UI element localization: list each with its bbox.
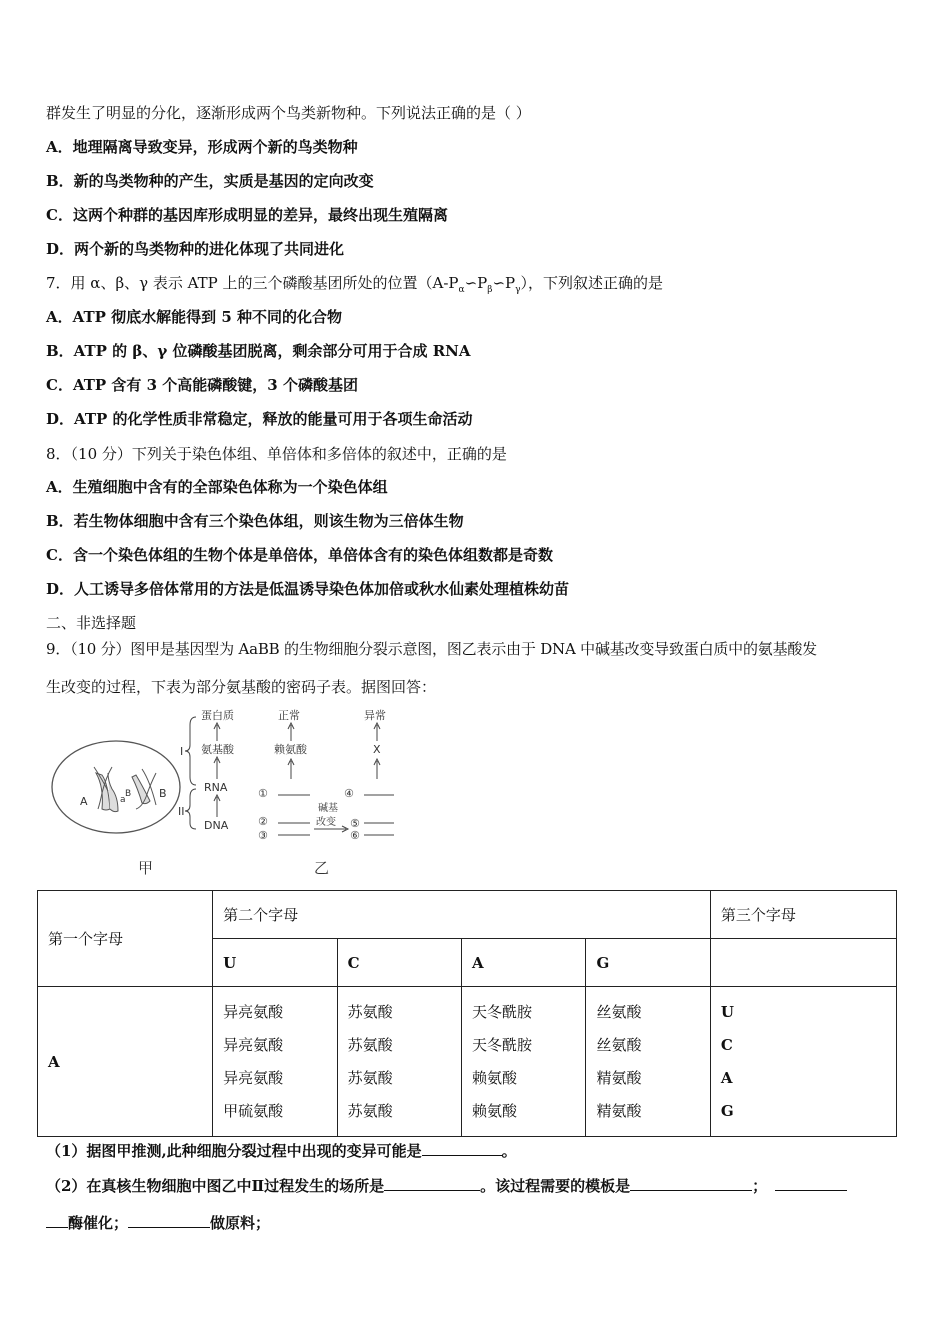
q6-option-c[interactable]: C．这两个种群的基因库形成明显的差异，最终出现生殖隔离 bbox=[46, 206, 448, 224]
q8-option-b[interactable]: B．若生物体细胞中含有三个染色体组，则该生物为三倍体生物 bbox=[46, 512, 464, 530]
protein-label: 蛋白质 bbox=[201, 709, 234, 722]
col-G-cell: 丝氨酸 丝氨酸 精氨酸 精氨酸 bbox=[586, 987, 710, 1137]
empty-cell bbox=[710, 939, 896, 987]
q6-option-b[interactable]: B．新的鸟类物种的产生，实质是基因的定向改变 bbox=[46, 172, 374, 190]
strand-5: ⑤ bbox=[350, 817, 360, 830]
answer-blank-4a[interactable] bbox=[775, 1176, 847, 1191]
normal-label: 正常 bbox=[278, 709, 300, 722]
caption-jia: 甲 bbox=[138, 859, 154, 877]
abnormal-label: 异常 bbox=[364, 709, 386, 722]
chromosome-pair-1 bbox=[94, 767, 118, 812]
header-first-letter: 第一个字母 bbox=[38, 891, 213, 987]
dna-label: DNA bbox=[204, 819, 229, 832]
amino-acid-label: 氨基酸 bbox=[201, 743, 234, 756]
col-C-cell: 苏氨酸 苏氨酸 苏氨酸 苏氨酸 bbox=[337, 987, 461, 1137]
rna-label: RNA bbox=[204, 781, 228, 794]
q7-stem: 7．用 α、β、γ 表示 ATP 上的三个磷酸基团所处的位置$(A-P_\alpha∽P_\beta∽P_\gamma)$，下列叙述正确的是 bbox=[46, 274, 664, 295]
q9-sub2: （2）在真核生物细胞中图乙中Ⅱ过程发生的场所是 。该过程需要的模板是 ； bbox=[46, 1175, 847, 1196]
q6-option-d[interactable]: D．两个新的鸟类物种的进化体现了共同进化 bbox=[46, 240, 345, 258]
strand-2: ② bbox=[258, 815, 268, 828]
q9-sub1: （1）据图甲推测,此种细胞分裂过程中出现的变异可能是 。 bbox=[46, 1142, 517, 1160]
x-label: X bbox=[373, 743, 381, 756]
q8-stem: 8．（10 分）下列关于染色体组、单倍体和多倍体的叙述中，正确的是 bbox=[46, 445, 507, 463]
q8-option-d[interactable]: D．人工诱导多倍体常用的方法是低温诱导染色体加倍或秋水仙素处理植株幼苗 bbox=[46, 580, 570, 598]
header-third-letter: 第三个字母 bbox=[710, 891, 896, 939]
q7-option-b[interactable]: B．ATP 的 β、γ 位磷酸基团脱离，剩余部分可用于合成 RNA bbox=[46, 342, 471, 360]
second-letter-G: G bbox=[586, 939, 710, 987]
chromosome-pair-2 bbox=[132, 769, 156, 809]
allele-B-right: B bbox=[159, 787, 167, 800]
allele-a: a bbox=[120, 795, 126, 805]
q8-option-a[interactable]: A．生殖细胞中含有的全部染色体称为一个染色体组 bbox=[46, 478, 388, 496]
q9-sub2-cont: 酶催化； 做原料； bbox=[46, 1212, 270, 1233]
answer-blank-4b[interactable] bbox=[46, 1213, 68, 1228]
strand-1: ① bbox=[258, 787, 268, 800]
strand-4: ④ bbox=[344, 787, 354, 800]
allele-A: A bbox=[80, 795, 88, 808]
caption-yi: 乙 bbox=[314, 859, 330, 877]
second-letter-A: A bbox=[462, 939, 586, 987]
section-heading: 二、非选择题 bbox=[46, 614, 137, 632]
q8-option-c[interactable]: C．含一个染色体组的生物个体是单倍体，单倍体含有的染色体组数都是奇数 bbox=[46, 546, 553, 564]
strand-6: ⑥ bbox=[350, 829, 360, 842]
col-A-cell: 天冬酰胺 天冬酰胺 赖氨酸 赖氨酸 bbox=[462, 987, 586, 1137]
q7-option-d[interactable]: D．ATP 的化学性质非常稳定，释放的能量可用于各项生命活动 bbox=[46, 410, 473, 428]
q6-stem-tail: 群发生了明显的分化，逐渐形成两个鸟类新物种。下列说法正确的是（ ） bbox=[46, 104, 531, 122]
mutation-label-2: 改变 bbox=[316, 817, 336, 828]
q9-figure bbox=[46, 705, 416, 880]
q9-stem-line1: 9．（10 分）图甲是基因型为 AaBB 的生物细胞分裂示意图，图乙表示由于 DNA 中碱基改变导致蛋白质中的氨基酸发 bbox=[46, 640, 817, 658]
q7-option-c[interactable]: C．ATP 含有 3 个高能磷酸键，3 个磷酸基团 bbox=[46, 376, 358, 394]
second-letter-U: U bbox=[213, 939, 337, 987]
first-letter-A: A bbox=[38, 987, 213, 1137]
answer-blank-2[interactable] bbox=[384, 1176, 480, 1191]
answer-blank-5[interactable] bbox=[128, 1213, 210, 1228]
codon-table bbox=[37, 890, 897, 1137]
q6-option-a[interactable]: A．地理隔离导致变异，形成两个新的鸟类物种 bbox=[46, 138, 358, 156]
q9-stem-line2: 生改变的过程，下表为部分氨基酸的密码子表。据图回答： bbox=[46, 678, 437, 696]
allele-B-left: B bbox=[125, 789, 132, 799]
process-II-label: II bbox=[178, 805, 185, 818]
answer-blank-3[interactable] bbox=[630, 1176, 752, 1191]
third-letter-cell: U C A G bbox=[710, 987, 896, 1137]
second-letter-C: C bbox=[337, 939, 461, 987]
col-U-cell: 异亮氨酸 异亮氨酸 异亮氨酸 甲硫氨酸 bbox=[213, 987, 337, 1137]
strand-3: ③ bbox=[258, 829, 268, 842]
mutation-label-1: 碱基 bbox=[318, 803, 338, 814]
q7-option-a[interactable]: A．ATP 彻底水解能得到 5 种不同的化合物 bbox=[46, 308, 343, 326]
lysine-label: 赖氨酸 bbox=[274, 743, 307, 756]
header-second-letter: 第二个字母 bbox=[213, 891, 711, 939]
process-I-label: I bbox=[180, 745, 184, 758]
answer-blank-1[interactable] bbox=[422, 1141, 502, 1156]
